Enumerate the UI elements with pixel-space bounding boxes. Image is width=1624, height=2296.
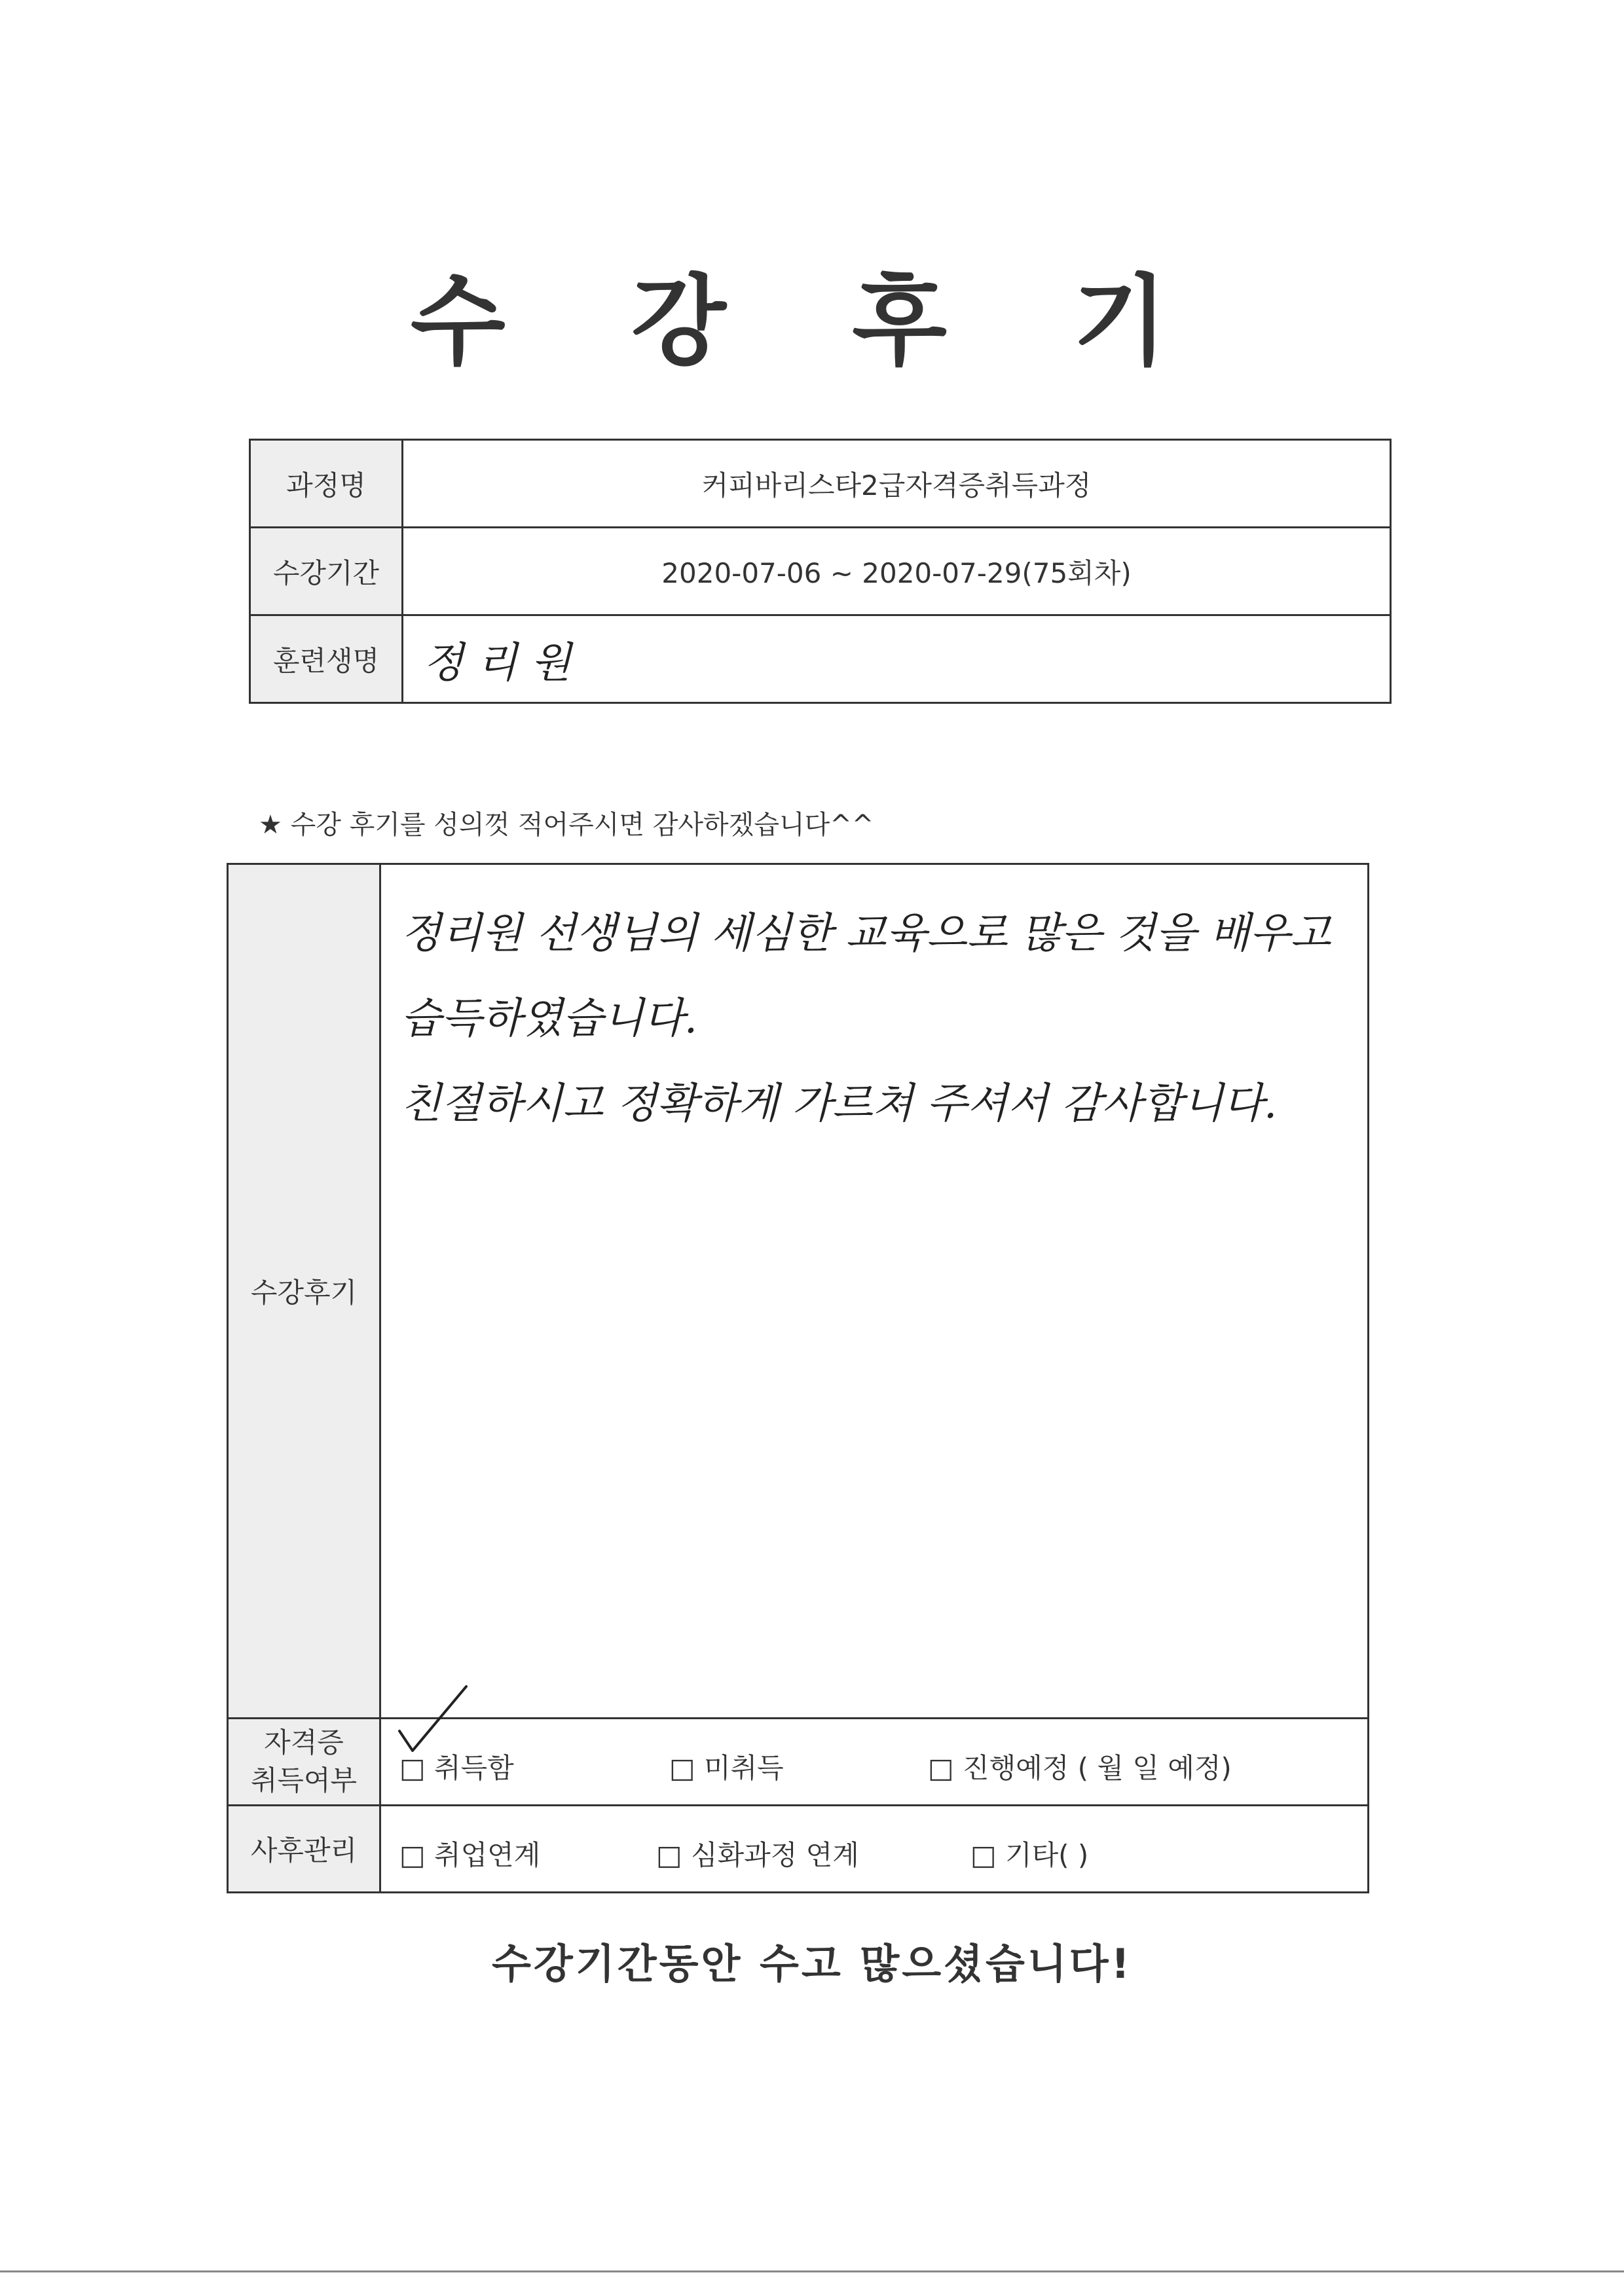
certificate-options <box>380 1719 1369 1806</box>
certificate-option-planned[interactable]: □ 진행예정 ( 월 일 예정) <box>928 1752 1232 1784</box>
followup-label: 사후관리 <box>228 1806 380 1893</box>
page-title: 수 강 후 기 <box>410 265 1214 379</box>
review-content <box>380 864 1369 1719</box>
followup-row <box>228 1806 1369 1893</box>
course-row <box>250 440 1391 528</box>
certificate-option-obtained[interactable]: □ 취득함 <box>399 1752 514 1784</box>
page-bottom-line <box>0 2270 1624 2272</box>
certificate-label-line1: 자격증 <box>264 1726 344 1758</box>
review-line-3: 친절하시고 정확하게 가르쳐 주셔서 감사합니다. <box>401 1080 1278 1128</box>
trainee-signature: 정 리 원 <box>423 638 572 687</box>
review-table <box>227 863 1369 1893</box>
review-line-2: 습득하였습니다. <box>401 994 698 1043</box>
followup-option-advanced[interactable]: □ 심화과정 연계 <box>656 1839 859 1871</box>
followup-options <box>380 1806 1369 1893</box>
certificate-option-not-obtained[interactable]: □ 미취득 <box>669 1752 784 1784</box>
trainee-signature-cell <box>403 615 1391 703</box>
review-row <box>228 864 1369 1719</box>
review-line-1: 정리원 선생님의 세심한 교육으로 많은 것을 배우고 <box>401 909 1331 958</box>
period-value: 2020-07-06 ~ 2020-07-29(75회차) <box>403 528 1391 615</box>
period-row <box>250 528 1391 615</box>
certificate-label-line2: 취득여부 <box>250 1764 358 1796</box>
period-label: 수강기간 <box>250 528 403 615</box>
closing-message: 수강기간동안 수고 많으셨습니다! <box>492 1940 1132 1988</box>
course-value: 커피바리스타2급자격증취득과정 <box>403 440 1391 528</box>
instruction-note: ★ 수강 후기를 성의껏 적어주시면 감사하겠습니다^^ <box>259 810 874 840</box>
certificate-label <box>228 1719 380 1806</box>
trainee-label: 훈련생명 <box>250 615 403 703</box>
trainee-row <box>250 615 1391 703</box>
course-label: 과정명 <box>250 440 403 528</box>
course-info-table <box>249 439 1392 704</box>
followup-option-other[interactable]: □ 기타( ) <box>970 1839 1089 1871</box>
followup-option-job[interactable]: □ 취업연계 <box>399 1839 541 1871</box>
certificate-row <box>228 1719 1369 1806</box>
review-label: 수강후기 <box>228 864 380 1719</box>
